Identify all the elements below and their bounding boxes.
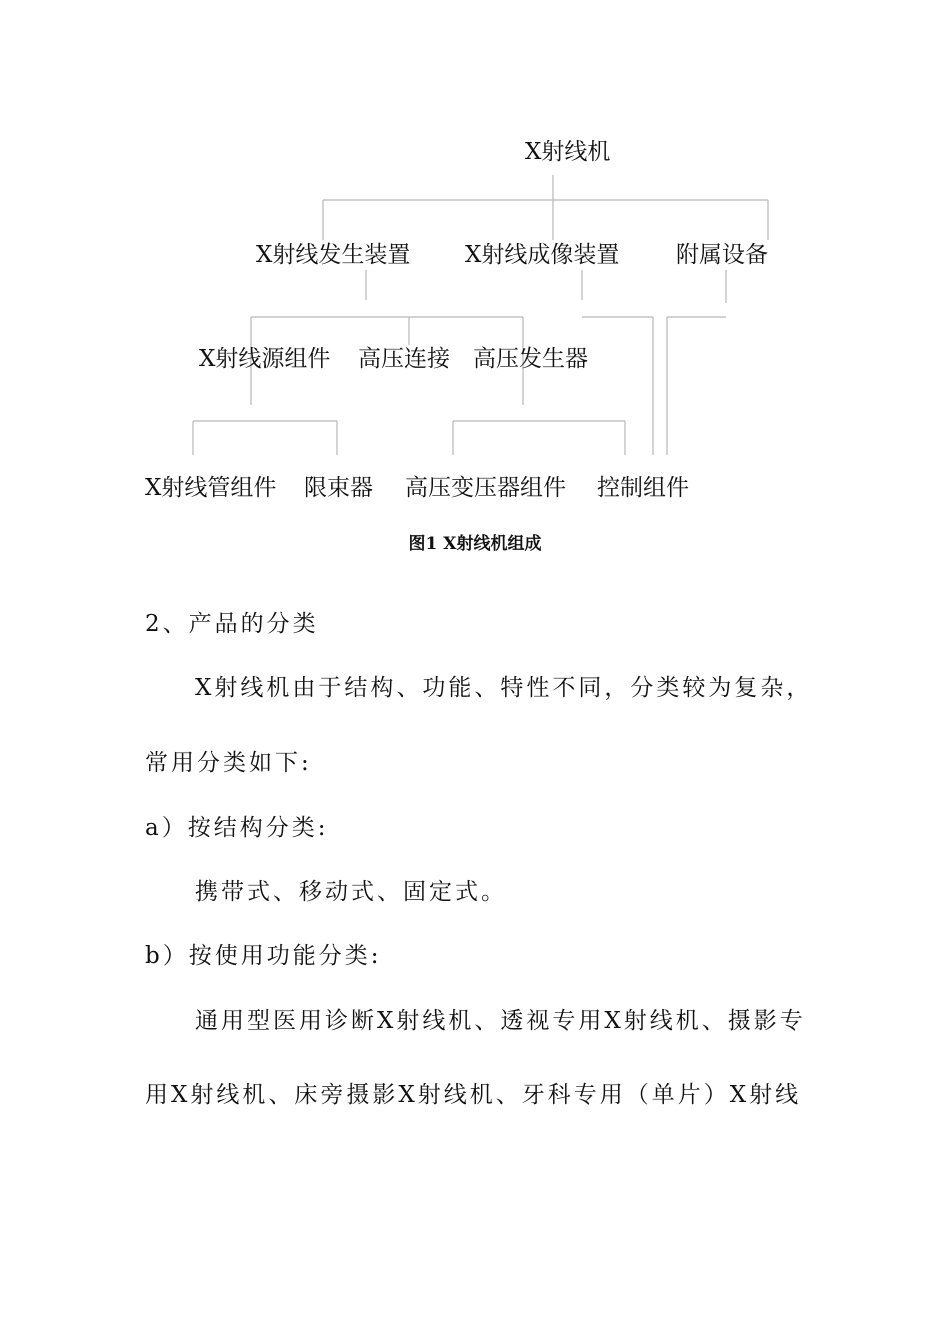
diagram-node-tube: X射线管组件: [145, 475, 277, 501]
list-item-content: 通用型医用诊断X射线机、透视专用X射线机、摄影专: [195, 1008, 806, 1034]
list-item-content: 携带式、移动式、固定式。: [195, 879, 507, 905]
diagram-node-control: 控制组件: [597, 475, 689, 501]
diagram-node-source: X射线源组件: [199, 346, 331, 372]
paragraph-line: X射线机由于结构、功能、特性不同，分类较为复杂，: [195, 675, 813, 701]
figure-caption: 图1 X射线机组成: [408, 534, 542, 554]
paragraph-line: 常用分类如下:: [145, 750, 312, 776]
diagram-node-transformer: 高压变压器组件: [405, 475, 566, 501]
diagram-node-collimator: 限束器: [304, 475, 373, 501]
section-title: 2、产品的分类: [145, 611, 319, 637]
diagram-node-accessories: 附属设备: [676, 242, 768, 268]
list-item-heading: a）按结构分类:: [145, 815, 329, 841]
diagram-node-imaging: X射线成像装置: [465, 242, 620, 268]
diagram-node-hv-connection: 高压连接: [358, 346, 450, 372]
diagram-root-node: X射线机: [525, 139, 611, 165]
diagram-node-hv-generator: 高压发生器: [473, 346, 588, 372]
list-item-heading: b）按使用功能分类:: [145, 943, 382, 969]
diagram-node-generator: X射线发生装置: [256, 242, 411, 268]
list-item-content: 用X射线机、床旁摄影X射线机、牙科专用（单片）X射线: [145, 1082, 802, 1108]
